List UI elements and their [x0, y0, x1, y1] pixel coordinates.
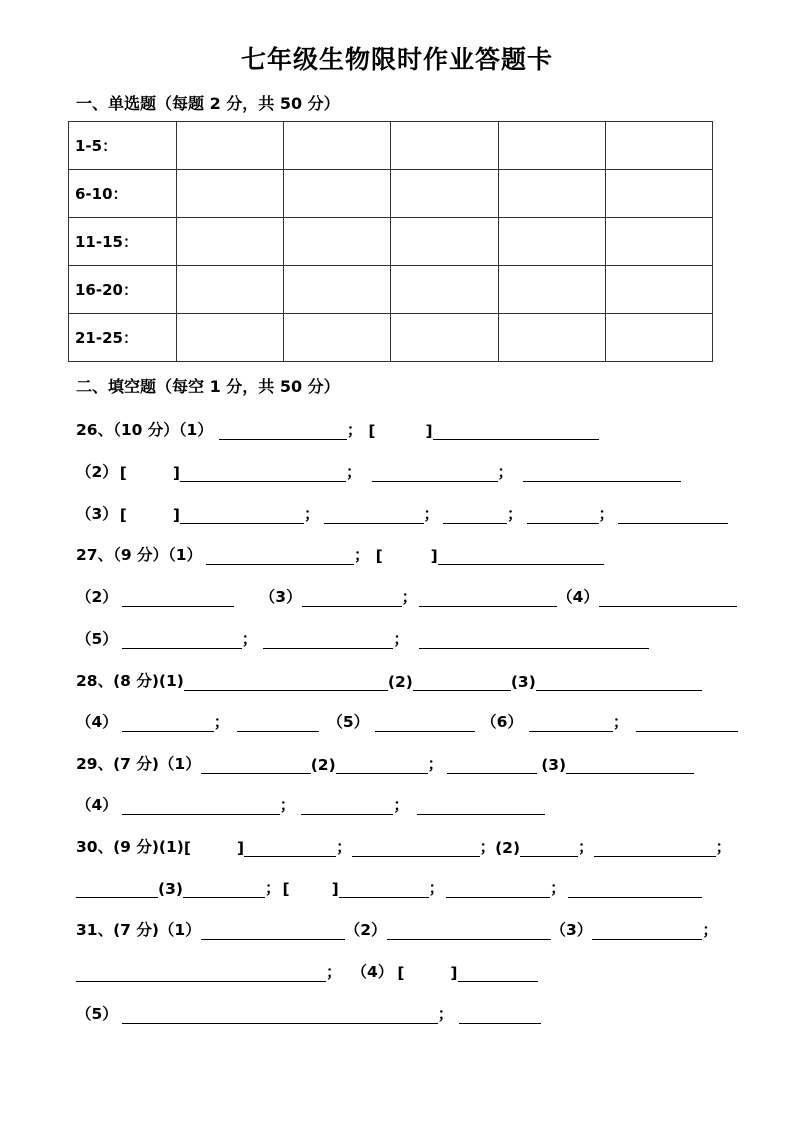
- separator: ；: [346, 421, 363, 439]
- q31-line-3: [76, 998, 756, 1024]
- bracket-left: [: [397, 964, 405, 982]
- single-choice-answer-table: [68, 121, 713, 362]
- answer-blank[interactable]: [301, 796, 393, 815]
- bracket-right: ]: [450, 964, 458, 982]
- answer-blank[interactable]: [201, 755, 311, 774]
- answer-blank[interactable]: [184, 672, 388, 691]
- answer-cell[interactable]: [391, 314, 498, 362]
- q29-line-2: [76, 789, 756, 815]
- table-row: [69, 314, 713, 362]
- answer-blank[interactable]: [529, 713, 613, 732]
- answer-cell[interactable]: [391, 266, 498, 314]
- row-label: 1-5：: [69, 122, 177, 170]
- answer-cell[interactable]: [177, 314, 284, 362]
- separator: ；: [345, 463, 362, 481]
- answer-blank[interactable]: [592, 921, 702, 940]
- separator: ；: [401, 588, 418, 606]
- part-label: （3）: [76, 505, 118, 523]
- answer-blank[interactable]: [599, 588, 737, 607]
- answer-cell[interactable]: [177, 170, 284, 218]
- answer-cell[interactable]: [605, 314, 712, 362]
- answer-cell[interactable]: [391, 122, 498, 170]
- bracket-left: [: [368, 422, 376, 440]
- bracket-right: ]: [172, 506, 180, 524]
- q31-line-1: [76, 914, 756, 940]
- answer-blank[interactable]: [122, 796, 280, 815]
- answer-cell[interactable]: [284, 170, 391, 218]
- bracket-right: ]: [430, 547, 438, 565]
- answer-cell[interactable]: [284, 266, 391, 314]
- answer-blank[interactable]: [76, 879, 158, 898]
- answer-blank[interactable]: [122, 713, 214, 732]
- answer-blank[interactable]: [566, 755, 694, 774]
- answer-cell[interactable]: [498, 122, 605, 170]
- part-label: (2): [387, 673, 413, 691]
- answer-blank[interactable]: [122, 1005, 438, 1024]
- bracket-left: [: [375, 547, 383, 565]
- answer-cell[interactable]: [284, 314, 391, 362]
- answer-cell[interactable]: [391, 170, 498, 218]
- q26-line-3: [76, 498, 756, 524]
- part-label: （5）: [327, 713, 370, 731]
- part-label: （2）: [76, 588, 118, 606]
- part-label: （4）: [76, 796, 118, 814]
- separator: ；: [264, 879, 281, 897]
- answer-blank[interactable]: [122, 588, 234, 607]
- q28-line-1: [76, 665, 756, 691]
- answer-blank[interactable]: [122, 630, 242, 649]
- separator: ；: [354, 546, 370, 564]
- table-row: [69, 122, 713, 170]
- answer-cell[interactable]: [177, 266, 284, 314]
- q27-line-2: [76, 581, 756, 607]
- separator: ；: [437, 1005, 454, 1023]
- bracket-right: ]: [331, 880, 339, 898]
- separator: ；: [497, 463, 514, 481]
- part-label: （4）: [76, 713, 118, 731]
- q28-label: 28、(8 分)(1): [76, 672, 184, 690]
- separator: ；: [326, 963, 342, 981]
- answer-cell[interactable]: [605, 266, 712, 314]
- part-label: (3): [541, 756, 567, 774]
- part-label: （6）: [481, 713, 523, 731]
- q27-line-1: [76, 539, 756, 565]
- separator: ；: [598, 505, 615, 523]
- answer-cell[interactable]: [177, 218, 284, 266]
- q28-line-2: [76, 706, 756, 732]
- answer-blank[interactable]: [352, 838, 480, 857]
- separator: ；: [578, 838, 594, 856]
- answer-cell[interactable]: [605, 218, 712, 266]
- bracket-left: [: [183, 839, 191, 857]
- answer-cell[interactable]: [498, 266, 605, 314]
- row-label: 11-15：: [69, 218, 177, 266]
- answer-blank[interactable]: [568, 879, 702, 898]
- separator: ；: [241, 630, 258, 648]
- separator: ；: [428, 879, 445, 897]
- q30-line-1: [76, 831, 756, 857]
- table-row: [69, 170, 713, 218]
- answer-blank[interactable]: [536, 672, 702, 691]
- answer-blank[interactable]: [447, 755, 537, 774]
- answer-blank[interactable]: [219, 421, 347, 440]
- section-1-heading: 一、单选题（每题 2 分，共 50 分）: [76, 94, 340, 113]
- answer-blank[interactable]: [76, 963, 326, 982]
- answer-cell[interactable]: [498, 170, 605, 218]
- answer-blank[interactable]: [419, 588, 557, 607]
- part-label: （5）: [76, 1005, 118, 1023]
- answer-blank[interactable]: [446, 879, 550, 898]
- bracket-right: ]: [425, 422, 433, 440]
- answer-blank[interactable]: [594, 838, 716, 857]
- table-row: [69, 218, 713, 266]
- part-label: （3）: [259, 588, 302, 606]
- bracket-left: [: [119, 464, 127, 482]
- part-label: （4）: [351, 963, 394, 981]
- part-label: (3): [158, 880, 183, 898]
- bracket-left: [: [282, 880, 290, 898]
- answer-blank[interactable]: [618, 505, 728, 524]
- separator: ；: [715, 838, 732, 856]
- answer-blank[interactable]: [438, 546, 604, 565]
- separator: ；: [303, 505, 320, 523]
- answer-blank[interactable]: [201, 921, 345, 940]
- separator: ；: [702, 921, 718, 939]
- q31-label: 31、(7 分)（1）: [76, 921, 201, 939]
- q27-label: 27、（9 分）（1）: [76, 546, 203, 564]
- answer-blank[interactable]: [183, 879, 265, 898]
- answer-cell[interactable]: [605, 122, 712, 170]
- part-label: (2): [310, 756, 336, 774]
- q26-line-2: [76, 456, 756, 482]
- separator: ；: [393, 630, 409, 648]
- q29-line-1: [76, 748, 756, 774]
- answer-blank[interactable]: [206, 546, 354, 565]
- answer-cell[interactable]: [498, 218, 605, 266]
- answer-blank[interactable]: [180, 505, 304, 524]
- answer-cell[interactable]: [284, 218, 391, 266]
- answer-blank[interactable]: [339, 879, 429, 898]
- part-label: （3）: [550, 921, 593, 939]
- section-2-heading: 二、填空题（每空 1 分，共 50 分）: [76, 377, 340, 396]
- row-label: 21-25：: [69, 314, 177, 362]
- answer-blank[interactable]: [375, 713, 475, 732]
- answer-blank[interactable]: [336, 755, 428, 774]
- answer-blank[interactable]: [413, 672, 511, 691]
- row-label: 16-20：: [69, 266, 177, 314]
- separator: ；: [427, 755, 444, 773]
- answer-blank[interactable]: [433, 421, 599, 440]
- answer-blank[interactable]: [527, 505, 599, 524]
- answer-blank[interactable]: [324, 505, 424, 524]
- answer-blank[interactable]: [302, 588, 402, 607]
- page-title: 七年级生物限时作业答题卡: [240, 45, 553, 74]
- answer-blank[interactable]: [180, 463, 346, 482]
- bracket-left: [: [119, 506, 127, 524]
- separator: ；: [423, 505, 440, 523]
- q26-line-1: [76, 414, 756, 440]
- separator: ；: [213, 713, 230, 731]
- separator: ；: [336, 838, 352, 856]
- q31-line-2: [76, 956, 756, 982]
- bracket-right: ]: [236, 839, 245, 857]
- answer-blank[interactable]: [458, 963, 538, 982]
- separator: ；: [479, 838, 496, 856]
- answer-cell[interactable]: [177, 122, 284, 170]
- q30-line-2: [76, 872, 756, 898]
- part-label: （2）: [344, 921, 387, 939]
- answer-blank[interactable]: [523, 463, 681, 482]
- answer-blank[interactable]: [387, 921, 551, 940]
- answer-blank[interactable]: [459, 1005, 541, 1024]
- part-label: （5）: [76, 630, 118, 648]
- part-label: （4）: [557, 588, 599, 606]
- answer-blank[interactable]: [417, 796, 545, 815]
- part-label: (2): [495, 839, 521, 857]
- answer-blank[interactable]: [520, 838, 578, 857]
- q26-label: 26、（10 分）（1）: [76, 421, 213, 439]
- bracket-right: ]: [172, 464, 180, 482]
- table-row: [69, 266, 713, 314]
- part-label: （2）: [76, 463, 118, 481]
- answer-cell[interactable]: [498, 314, 605, 362]
- answer-blank[interactable]: [237, 713, 319, 732]
- answer-blank[interactable]: [263, 630, 393, 649]
- separator: ；: [393, 796, 409, 814]
- separator: ；: [507, 505, 523, 523]
- row-label: 6-10：: [69, 170, 177, 218]
- q27-line-3: [76, 623, 756, 649]
- answer-cell[interactable]: [605, 170, 712, 218]
- separator: ；: [279, 796, 296, 814]
- answer-blank[interactable]: [636, 713, 738, 732]
- q30-label: 30、(9 分)(1): [76, 838, 184, 856]
- answer-blank[interactable]: [443, 505, 507, 524]
- answer-blank[interactable]: [419, 630, 649, 649]
- answer-cell[interactable]: [284, 122, 391, 170]
- answer-blank[interactable]: [372, 463, 498, 482]
- answer-blank[interactable]: [244, 838, 336, 857]
- part-label: (3): [510, 673, 536, 691]
- separator: ；: [612, 713, 629, 731]
- answer-cell[interactable]: [391, 218, 498, 266]
- q29-label: 29、(7 分)（1）: [76, 755, 201, 773]
- separator: ；: [550, 879, 566, 897]
